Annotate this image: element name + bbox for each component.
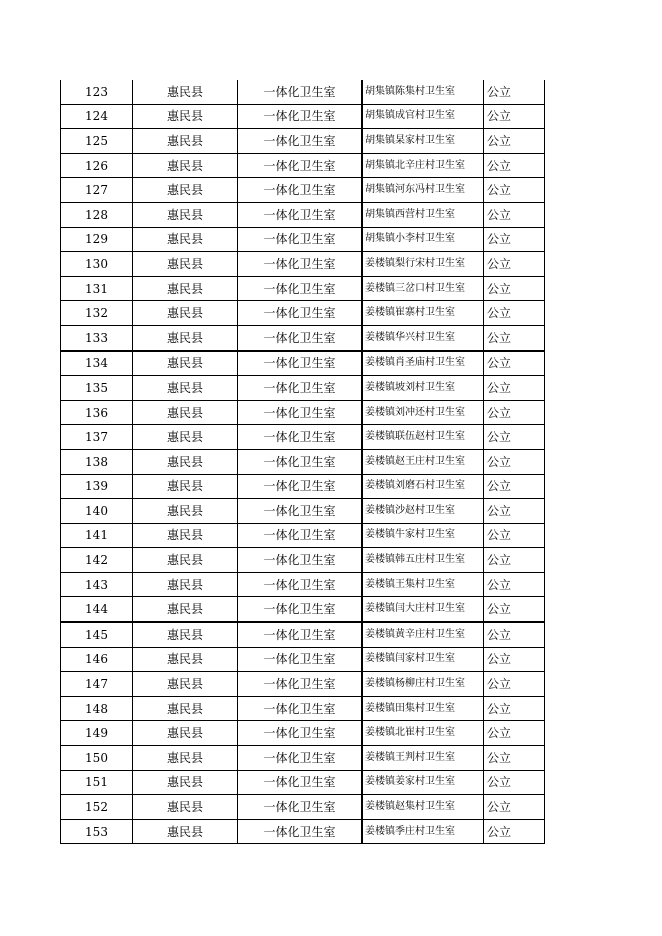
- clinic-name-cell: 胡集镇小李村卫生室: [362, 227, 484, 252]
- nature-cell: 公立: [484, 376, 545, 401]
- county-cell: 惠民县: [133, 400, 238, 425]
- clinic-name-cell: 姜楼镇刘磨石村卫生室: [362, 474, 484, 499]
- type-cell: 一体化卫生室: [238, 325, 363, 350]
- row-number: 130: [61, 252, 133, 277]
- county-cell: 惠民县: [133, 672, 238, 697]
- type-cell: 一体化卫生室: [238, 770, 363, 795]
- county-cell: 惠民县: [133, 647, 238, 672]
- row-number: 144: [61, 597, 133, 622]
- clinic-name-cell: 姜楼镇黄辛庄村卫生室: [362, 622, 484, 647]
- nature-cell: 公立: [484, 746, 545, 771]
- table-row: [61, 425, 545, 450]
- row-number: 136: [61, 400, 133, 425]
- nature-cell: 公立: [484, 597, 545, 622]
- nature-cell: 公立: [484, 795, 545, 820]
- clinic-name-cell: 姜楼镇牛家村卫生室: [362, 523, 484, 548]
- row-number: 138: [61, 449, 133, 474]
- county-cell: 惠民县: [133, 376, 238, 401]
- type-cell: 一体化卫生室: [238, 301, 363, 326]
- nature-cell: 公立: [484, 80, 545, 104]
- table-row: [61, 202, 545, 227]
- clinic-name-cell: 姜楼镇赵王庄村卫生室: [362, 449, 484, 474]
- clinic-name-cell: 姜楼镇王集村卫生室: [362, 572, 484, 597]
- row-number: 141: [61, 523, 133, 548]
- row-number: 125: [61, 129, 133, 154]
- type-cell: 一体化卫生室: [238, 178, 363, 203]
- type-cell: 一体化卫生室: [238, 597, 363, 622]
- table-row: [61, 276, 545, 301]
- county-cell: 惠民县: [133, 325, 238, 350]
- nature-cell: 公立: [484, 425, 545, 450]
- clinic-name-cell: 胡集镇河东冯村卫生室: [362, 178, 484, 203]
- county-cell: 惠民县: [133, 474, 238, 499]
- clinic-name-cell: 姜楼镇刘冲还村卫生室: [362, 400, 484, 425]
- type-cell: 一体化卫生室: [238, 572, 363, 597]
- type-cell: 一体化卫生室: [238, 376, 363, 401]
- type-cell: 一体化卫生室: [238, 474, 363, 499]
- row-number: 152: [61, 795, 133, 820]
- table-row: [61, 499, 545, 524]
- clinic-table: [60, 80, 545, 844]
- row-number: 124: [61, 104, 133, 129]
- row-number: 127: [61, 178, 133, 203]
- row-number: 123: [61, 80, 133, 104]
- clinic-name-cell: 姜楼镇杨柳庄村卫生室: [362, 672, 484, 697]
- clinic-name-cell: 姜楼镇闫大庄村卫生室: [362, 597, 484, 622]
- clinic-name-cell: 姜楼镇华兴村卫生室: [362, 325, 484, 350]
- nature-cell: 公立: [484, 153, 545, 178]
- nature-cell: 公立: [484, 325, 545, 350]
- table-row: [61, 376, 545, 401]
- table-row: [61, 325, 545, 350]
- type-cell: 一体化卫生室: [238, 548, 363, 573]
- nature-cell: 公立: [484, 474, 545, 499]
- county-cell: 惠民县: [133, 351, 238, 376]
- type-cell: 一体化卫生室: [238, 104, 363, 129]
- nature-cell: 公立: [484, 129, 545, 154]
- row-number: 153: [61, 819, 133, 844]
- nature-cell: 公立: [484, 499, 545, 524]
- county-cell: 惠民县: [133, 276, 238, 301]
- nature-cell: 公立: [484, 647, 545, 672]
- type-cell: 一体化卫生室: [238, 276, 363, 301]
- row-number: 150: [61, 746, 133, 771]
- nature-cell: 公立: [484, 227, 545, 252]
- table-row: [61, 227, 545, 252]
- table-body: [61, 80, 545, 844]
- county-cell: 惠民县: [133, 819, 238, 844]
- table-row: [61, 178, 545, 203]
- nature-cell: 公立: [484, 351, 545, 376]
- type-cell: 一体化卫生室: [238, 647, 363, 672]
- clinic-name-cell: 姜楼镇闫家村卫生室: [362, 647, 484, 672]
- row-number: 134: [61, 351, 133, 376]
- county-cell: 惠民县: [133, 227, 238, 252]
- nature-cell: 公立: [484, 548, 545, 573]
- type-cell: 一体化卫生室: [238, 819, 363, 844]
- county-cell: 惠民县: [133, 548, 238, 573]
- type-cell: 一体化卫生室: [238, 425, 363, 450]
- type-cell: 一体化卫生室: [238, 622, 363, 647]
- clinic-name-cell: 姜楼镇北崔村卫生室: [362, 721, 484, 746]
- row-number: 137: [61, 425, 133, 450]
- clinic-name-cell: 姜楼镇姜家村卫生室: [362, 770, 484, 795]
- row-number: 133: [61, 325, 133, 350]
- row-number: 139: [61, 474, 133, 499]
- nature-cell: 公立: [484, 400, 545, 425]
- county-cell: 惠民县: [133, 746, 238, 771]
- nature-cell: 公立: [484, 672, 545, 697]
- nature-cell: 公立: [484, 178, 545, 203]
- county-cell: 惠民县: [133, 178, 238, 203]
- nature-cell: 公立: [484, 770, 545, 795]
- nature-cell: 公立: [484, 696, 545, 721]
- clinic-name-cell: 胡集镇西营村卫生室: [362, 202, 484, 227]
- type-cell: 一体化卫生室: [238, 746, 363, 771]
- table-row: [61, 548, 545, 573]
- row-number: 132: [61, 301, 133, 326]
- type-cell: 一体化卫生室: [238, 202, 363, 227]
- clinic-name-cell: 姜楼镇梨行宋村卫生室: [362, 252, 484, 277]
- clinic-name-cell: 姜楼镇王判村卫生室: [362, 746, 484, 771]
- clinic-name-cell: 姜楼镇肖圣庙村卫生室: [362, 351, 484, 376]
- county-cell: 惠民县: [133, 696, 238, 721]
- nature-cell: 公立: [484, 572, 545, 597]
- county-cell: 惠民县: [133, 721, 238, 746]
- type-cell: 一体化卫生室: [238, 129, 363, 154]
- type-cell: 一体化卫生室: [238, 696, 363, 721]
- table-row: [61, 104, 545, 129]
- county-cell: 惠民县: [133, 425, 238, 450]
- nature-cell: 公立: [484, 721, 545, 746]
- county-cell: 惠民县: [133, 104, 238, 129]
- row-number: 146: [61, 647, 133, 672]
- county-cell: 惠民县: [133, 129, 238, 154]
- table-row: [61, 474, 545, 499]
- table-row: [61, 301, 545, 326]
- type-cell: 一体化卫生室: [238, 523, 363, 548]
- clinic-name-cell: 胡集镇陈集村卫生室: [362, 80, 484, 104]
- nature-cell: 公立: [484, 819, 545, 844]
- county-cell: 惠民县: [133, 597, 238, 622]
- row-number: 140: [61, 499, 133, 524]
- nature-cell: 公立: [484, 523, 545, 548]
- row-number: 129: [61, 227, 133, 252]
- nature-cell: 公立: [484, 622, 545, 647]
- nature-cell: 公立: [484, 276, 545, 301]
- county-cell: 惠民县: [133, 499, 238, 524]
- table-row: [61, 819, 545, 844]
- clinic-name-cell: 姜楼镇联伍赵村卫生室: [362, 425, 484, 450]
- table-row: [61, 746, 545, 771]
- row-number: 131: [61, 276, 133, 301]
- table-row: [61, 400, 545, 425]
- table-row: [61, 252, 545, 277]
- table-row: [61, 351, 545, 376]
- clinic-name-cell: 姜楼镇三岔口村卫生室: [362, 276, 484, 301]
- county-cell: 惠民县: [133, 795, 238, 820]
- type-cell: 一体化卫生室: [238, 499, 363, 524]
- row-number: 145: [61, 622, 133, 647]
- row-number: 126: [61, 153, 133, 178]
- county-cell: 惠民县: [133, 622, 238, 647]
- county-cell: 惠民县: [133, 770, 238, 795]
- clinic-name-cell: 胡集镇北辛庄村卫生室: [362, 153, 484, 178]
- row-number: 128: [61, 202, 133, 227]
- table-row: [61, 129, 545, 154]
- county-cell: 惠民县: [133, 572, 238, 597]
- table-row: [61, 80, 545, 104]
- table-row: [61, 597, 545, 622]
- type-cell: 一体化卫生室: [238, 351, 363, 376]
- clinic-name-cell: 胡集镇杲家村卫生室: [362, 129, 484, 154]
- type-cell: 一体化卫生室: [238, 227, 363, 252]
- row-number: 147: [61, 672, 133, 697]
- clinic-name-cell: 胡集镇成官村卫生室: [362, 104, 484, 129]
- nature-cell: 公立: [484, 449, 545, 474]
- row-number: 135: [61, 376, 133, 401]
- nature-cell: 公立: [484, 301, 545, 326]
- table-row: [61, 795, 545, 820]
- county-cell: 惠民县: [133, 449, 238, 474]
- county-cell: 惠民县: [133, 301, 238, 326]
- table-row: [61, 622, 545, 647]
- county-cell: 惠民县: [133, 153, 238, 178]
- table-row: [61, 523, 545, 548]
- table-row: [61, 572, 545, 597]
- type-cell: 一体化卫生室: [238, 80, 363, 104]
- type-cell: 一体化卫生室: [238, 721, 363, 746]
- nature-cell: 公立: [484, 252, 545, 277]
- row-number: 142: [61, 548, 133, 573]
- clinic-name-cell: 姜楼镇沙赵村卫生室: [362, 499, 484, 524]
- table-row: [61, 449, 545, 474]
- county-cell: 惠民县: [133, 80, 238, 104]
- clinic-name-cell: 姜楼镇崔寨村卫生室: [362, 301, 484, 326]
- row-number: 148: [61, 696, 133, 721]
- table-row: [61, 696, 545, 721]
- table-row: [61, 153, 545, 178]
- county-cell: 惠民县: [133, 523, 238, 548]
- type-cell: 一体化卫生室: [238, 672, 363, 697]
- nature-cell: 公立: [484, 202, 545, 227]
- type-cell: 一体化卫生室: [238, 795, 363, 820]
- clinic-name-cell: 姜楼镇赵集村卫生室: [362, 795, 484, 820]
- county-cell: 惠民县: [133, 252, 238, 277]
- clinic-name-cell: 姜楼镇坡刘村卫生室: [362, 376, 484, 401]
- nature-cell: 公立: [484, 104, 545, 129]
- table-row: [61, 672, 545, 697]
- table-row: [61, 721, 545, 746]
- clinic-name-cell: 姜楼镇韩五庄村卫生室: [362, 548, 484, 573]
- table-row: [61, 647, 545, 672]
- county-cell: 惠民县: [133, 202, 238, 227]
- type-cell: 一体化卫生室: [238, 252, 363, 277]
- type-cell: 一体化卫生室: [238, 449, 363, 474]
- type-cell: 一体化卫生室: [238, 400, 363, 425]
- type-cell: 一体化卫生室: [238, 153, 363, 178]
- row-number: 143: [61, 572, 133, 597]
- table-row: [61, 770, 545, 795]
- clinic-name-cell: 姜楼镇季庄村卫生室: [362, 819, 484, 844]
- row-number: 149: [61, 721, 133, 746]
- row-number: 151: [61, 770, 133, 795]
- clinic-name-cell: 姜楼镇田集村卫生室: [362, 696, 484, 721]
